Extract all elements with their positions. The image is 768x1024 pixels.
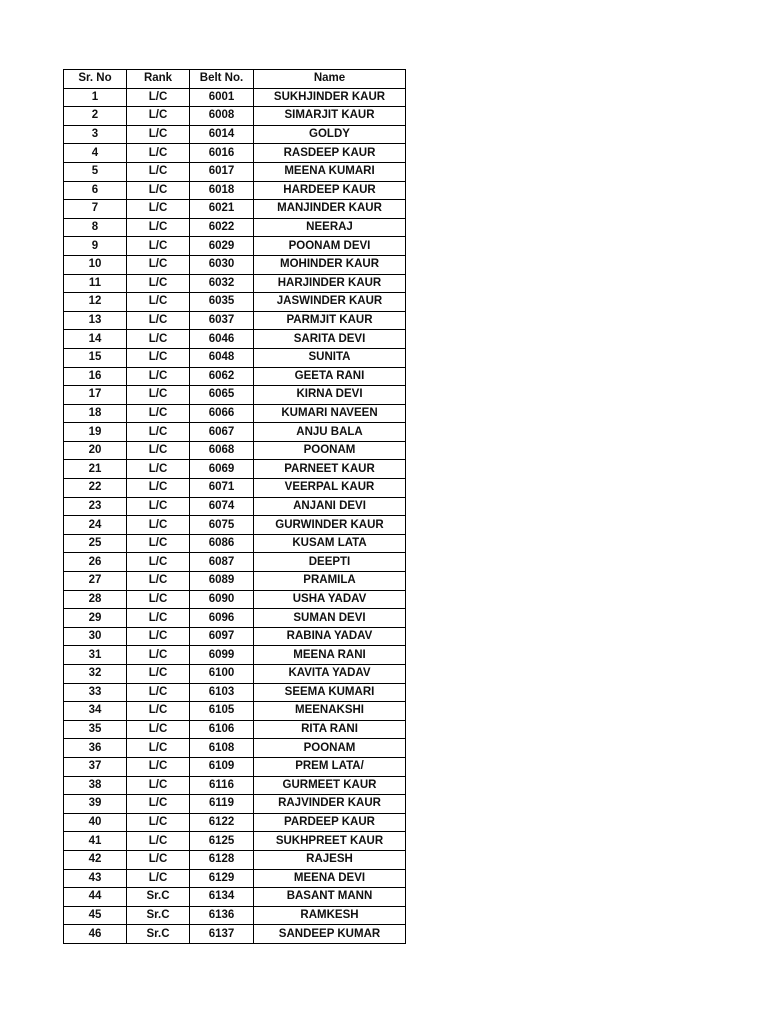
cell-sr-no: 25 [64, 534, 127, 553]
cell-belt-no: 6099 [190, 646, 254, 665]
table-row [64, 237, 406, 256]
cell-sr-no: 44 [64, 888, 127, 907]
cell-sr-no: 6 [64, 181, 127, 200]
table-row [64, 888, 406, 907]
cell-rank: Sr.C [127, 906, 190, 925]
table-row [64, 274, 406, 293]
table-row [64, 200, 406, 219]
table-row [64, 702, 406, 721]
table-row [64, 850, 406, 869]
header-row [64, 70, 406, 89]
cell-sr-no: 1 [64, 88, 127, 107]
cell-sr-no: 39 [64, 795, 127, 814]
cell-name: KUSAM LATA [254, 534, 406, 553]
cell-rank: L/C [127, 386, 190, 405]
cell-belt-no: 6136 [190, 906, 254, 925]
cell-name: KIRNA DEVI [254, 386, 406, 405]
cell-belt-no: 6032 [190, 274, 254, 293]
table-row [64, 255, 406, 274]
cell-rank: L/C [127, 869, 190, 888]
cell-belt-no: 6134 [190, 888, 254, 907]
cell-belt-no: 6089 [190, 572, 254, 591]
cell-rank: L/C [127, 832, 190, 851]
cell-rank: L/C [127, 739, 190, 758]
cell-sr-no: 24 [64, 516, 127, 535]
cell-rank: L/C [127, 274, 190, 293]
table-row [64, 720, 406, 739]
table-row [64, 367, 406, 386]
cell-rank: L/C [127, 255, 190, 274]
cell-rank: L/C [127, 590, 190, 609]
cell-rank: L/C [127, 460, 190, 479]
cell-rank: L/C [127, 850, 190, 869]
cell-sr-no: 40 [64, 813, 127, 832]
cell-belt-no: 6030 [190, 255, 254, 274]
cell-sr-no: 5 [64, 162, 127, 181]
header-sr-no: Sr. No [64, 70, 127, 89]
cell-sr-no: 4 [64, 144, 127, 163]
cell-rank: L/C [127, 757, 190, 776]
cell-belt-no: 6097 [190, 627, 254, 646]
cell-name: KAVITA YADAV [254, 665, 406, 684]
cell-sr-no: 29 [64, 609, 127, 628]
cell-rank: L/C [127, 646, 190, 665]
cell-name: RAJESH [254, 850, 406, 869]
cell-sr-no: 15 [64, 348, 127, 367]
table-row [64, 125, 406, 144]
cell-belt-no: 6100 [190, 665, 254, 684]
cell-rank: L/C [127, 107, 190, 126]
table-row [64, 534, 406, 553]
header-belt-no: Belt No. [190, 70, 254, 89]
cell-belt-no: 6075 [190, 516, 254, 535]
cell-belt-no: 6014 [190, 125, 254, 144]
cell-name: SUMAN DEVI [254, 609, 406, 628]
cell-name: PRAMILA [254, 572, 406, 591]
table-row [64, 646, 406, 665]
cell-name: POONAM [254, 739, 406, 758]
cell-belt-no: 6048 [190, 348, 254, 367]
cell-sr-no: 21 [64, 460, 127, 479]
cell-rank: Sr.C [127, 925, 190, 944]
cell-rank: L/C [127, 144, 190, 163]
cell-rank: L/C [127, 218, 190, 237]
cell-name: MANJINDER KAUR [254, 200, 406, 219]
roster-table [63, 69, 406, 944]
cell-rank: L/C [127, 237, 190, 256]
cell-rank: L/C [127, 293, 190, 312]
cell-belt-no: 6035 [190, 293, 254, 312]
cell-rank: L/C [127, 627, 190, 646]
cell-name: MEENAKSHI [254, 702, 406, 721]
cell-belt-no: 6069 [190, 460, 254, 479]
cell-belt-no: 6109 [190, 757, 254, 776]
table-row [64, 404, 406, 423]
cell-rank: L/C [127, 423, 190, 442]
cell-rank: L/C [127, 813, 190, 832]
table-row [64, 813, 406, 832]
cell-sr-no: 7 [64, 200, 127, 219]
cell-belt-no: 6137 [190, 925, 254, 944]
table-row [64, 925, 406, 944]
table-row [64, 311, 406, 330]
cell-rank: L/C [127, 683, 190, 702]
table-row [64, 609, 406, 628]
cell-name: MEENA DEVI [254, 869, 406, 888]
cell-sr-no: 23 [64, 497, 127, 516]
cell-sr-no: 19 [64, 423, 127, 442]
cell-name: USHA YADAV [254, 590, 406, 609]
table-row [64, 218, 406, 237]
table-row [64, 330, 406, 349]
cell-rank: L/C [127, 665, 190, 684]
table-row [64, 107, 406, 126]
cell-rank: L/C [127, 516, 190, 535]
cell-sr-no: 12 [64, 293, 127, 312]
cell-belt-no: 6119 [190, 795, 254, 814]
table-row [64, 162, 406, 181]
cell-belt-no: 6086 [190, 534, 254, 553]
cell-belt-no: 6037 [190, 311, 254, 330]
cell-belt-no: 6066 [190, 404, 254, 423]
cell-name: PARNEET KAUR [254, 460, 406, 479]
cell-belt-no: 6096 [190, 609, 254, 628]
cell-name: MOHINDER KAUR [254, 255, 406, 274]
cell-belt-no: 6008 [190, 107, 254, 126]
table-row [64, 88, 406, 107]
cell-rank: L/C [127, 162, 190, 181]
cell-name: SUKHPREET KAUR [254, 832, 406, 851]
cell-sr-no: 31 [64, 646, 127, 665]
table-row [64, 869, 406, 888]
cell-name: SUNITA [254, 348, 406, 367]
cell-sr-no: 2 [64, 107, 127, 126]
cell-sr-no: 34 [64, 702, 127, 721]
table-row [64, 776, 406, 795]
cell-name: RAMKESH [254, 906, 406, 925]
cell-sr-no: 30 [64, 627, 127, 646]
cell-rank: L/C [127, 572, 190, 591]
cell-belt-no: 6108 [190, 739, 254, 758]
cell-name: PREM LATA/ [254, 757, 406, 776]
cell-sr-no: 37 [64, 757, 127, 776]
cell-name: RASDEEP KAUR [254, 144, 406, 163]
cell-sr-no: 11 [64, 274, 127, 293]
cell-belt-no: 6067 [190, 423, 254, 442]
cell-name: ANJU BALA [254, 423, 406, 442]
cell-rank: L/C [127, 181, 190, 200]
cell-name: RAJVINDER KAUR [254, 795, 406, 814]
cell-belt-no: 6129 [190, 869, 254, 888]
header-rank: Rank [127, 70, 190, 89]
cell-name: PARMJIT KAUR [254, 311, 406, 330]
cell-sr-no: 27 [64, 572, 127, 591]
cell-sr-no: 43 [64, 869, 127, 888]
cell-name: SEEMA KUMARI [254, 683, 406, 702]
table-row [64, 572, 406, 591]
cell-sr-no: 13 [64, 311, 127, 330]
cell-rank: L/C [127, 125, 190, 144]
cell-name: KUMARI NAVEEN [254, 404, 406, 423]
cell-sr-no: 3 [64, 125, 127, 144]
table-row [64, 627, 406, 646]
cell-belt-no: 6103 [190, 683, 254, 702]
cell-sr-no: 10 [64, 255, 127, 274]
cell-name: POONAM [254, 441, 406, 460]
table-header [64, 70, 406, 89]
cell-name: RABINA YADAV [254, 627, 406, 646]
cell-sr-no: 33 [64, 683, 127, 702]
cell-sr-no: 22 [64, 479, 127, 498]
cell-name: GEETA RANI [254, 367, 406, 386]
cell-belt-no: 6065 [190, 386, 254, 405]
table-row [64, 181, 406, 200]
cell-sr-no: 28 [64, 590, 127, 609]
table-row [64, 144, 406, 163]
table-row [64, 795, 406, 814]
cell-belt-no: 6106 [190, 720, 254, 739]
cell-sr-no: 14 [64, 330, 127, 349]
cell-name: NEERAJ [254, 218, 406, 237]
cell-sr-no: 46 [64, 925, 127, 944]
table-row [64, 479, 406, 498]
cell-belt-no: 6090 [190, 590, 254, 609]
cell-name: MEENA KUMARI [254, 162, 406, 181]
cell-rank: L/C [127, 534, 190, 553]
cell-rank: L/C [127, 404, 190, 423]
cell-belt-no: 6001 [190, 88, 254, 107]
cell-belt-no: 6125 [190, 832, 254, 851]
cell-name: GURWINDER KAUR [254, 516, 406, 535]
cell-belt-no: 6128 [190, 850, 254, 869]
cell-belt-no: 6087 [190, 553, 254, 572]
cell-rank: L/C [127, 795, 190, 814]
cell-rank: L/C [127, 367, 190, 386]
table-row [64, 460, 406, 479]
cell-belt-no: 6018 [190, 181, 254, 200]
table-row [64, 906, 406, 925]
cell-name: BASANT MANN [254, 888, 406, 907]
table-body [64, 88, 406, 943]
cell-rank: L/C [127, 553, 190, 572]
cell-sr-no: 18 [64, 404, 127, 423]
cell-belt-no: 6074 [190, 497, 254, 516]
cell-belt-no: 6046 [190, 330, 254, 349]
cell-belt-no: 6068 [190, 441, 254, 460]
cell-belt-no: 6029 [190, 237, 254, 256]
cell-rank: L/C [127, 200, 190, 219]
cell-sr-no: 35 [64, 720, 127, 739]
cell-name: HARJINDER KAUR [254, 274, 406, 293]
cell-sr-no: 8 [64, 218, 127, 237]
cell-name: ANJANI DEVI [254, 497, 406, 516]
cell-sr-no: 9 [64, 237, 127, 256]
cell-belt-no: 6062 [190, 367, 254, 386]
cell-sr-no: 16 [64, 367, 127, 386]
cell-belt-no: 6116 [190, 776, 254, 795]
table-row [64, 665, 406, 684]
cell-sr-no: 38 [64, 776, 127, 795]
table-row [64, 348, 406, 367]
cell-belt-no: 6021 [190, 200, 254, 219]
table-row [64, 441, 406, 460]
table-row [64, 832, 406, 851]
table-row [64, 497, 406, 516]
cell-name: SARITA DEVI [254, 330, 406, 349]
cell-rank: L/C [127, 609, 190, 628]
table-row [64, 386, 406, 405]
cell-belt-no: 6122 [190, 813, 254, 832]
cell-rank: L/C [127, 479, 190, 498]
cell-sr-no: 26 [64, 553, 127, 572]
table-row [64, 516, 406, 535]
cell-name: DEEPTI [254, 553, 406, 572]
cell-name: RITA RANI [254, 720, 406, 739]
cell-sr-no: 32 [64, 665, 127, 684]
cell-name: POONAM DEVI [254, 237, 406, 256]
cell-name: MEENA RANI [254, 646, 406, 665]
cell-rank: L/C [127, 441, 190, 460]
cell-name: GURMEET KAUR [254, 776, 406, 795]
table-row [64, 293, 406, 312]
cell-sr-no: 42 [64, 850, 127, 869]
table-row [64, 423, 406, 442]
cell-rank: L/C [127, 330, 190, 349]
cell-name: SIMARJIT KAUR [254, 107, 406, 126]
cell-belt-no: 6105 [190, 702, 254, 721]
cell-rank: L/C [127, 497, 190, 516]
cell-rank: L/C [127, 88, 190, 107]
cell-sr-no: 45 [64, 906, 127, 925]
table-row [64, 739, 406, 758]
cell-belt-no: 6016 [190, 144, 254, 163]
table-row [64, 757, 406, 776]
cell-name: HARDEEP KAUR [254, 181, 406, 200]
header-name: Name [254, 70, 406, 89]
cell-rank: L/C [127, 311, 190, 330]
cell-rank: L/C [127, 702, 190, 721]
table-row [64, 590, 406, 609]
cell-sr-no: 20 [64, 441, 127, 460]
table-row [64, 553, 406, 572]
cell-name: PARDEEP KAUR [254, 813, 406, 832]
cell-name: SANDEEP KUMAR [254, 925, 406, 944]
cell-name: JASWINDER KAUR [254, 293, 406, 312]
cell-sr-no: 41 [64, 832, 127, 851]
table-row [64, 683, 406, 702]
cell-belt-no: 6017 [190, 162, 254, 181]
cell-sr-no: 36 [64, 739, 127, 758]
cell-name: SUKHJINDER KAUR [254, 88, 406, 107]
cell-belt-no: 6022 [190, 218, 254, 237]
cell-rank: L/C [127, 348, 190, 367]
cell-rank: L/C [127, 720, 190, 739]
cell-sr-no: 17 [64, 386, 127, 405]
cell-rank: L/C [127, 776, 190, 795]
cell-rank: Sr.C [127, 888, 190, 907]
cell-name: VEERPAL KAUR [254, 479, 406, 498]
cell-name: GOLDY [254, 125, 406, 144]
cell-belt-no: 6071 [190, 479, 254, 498]
